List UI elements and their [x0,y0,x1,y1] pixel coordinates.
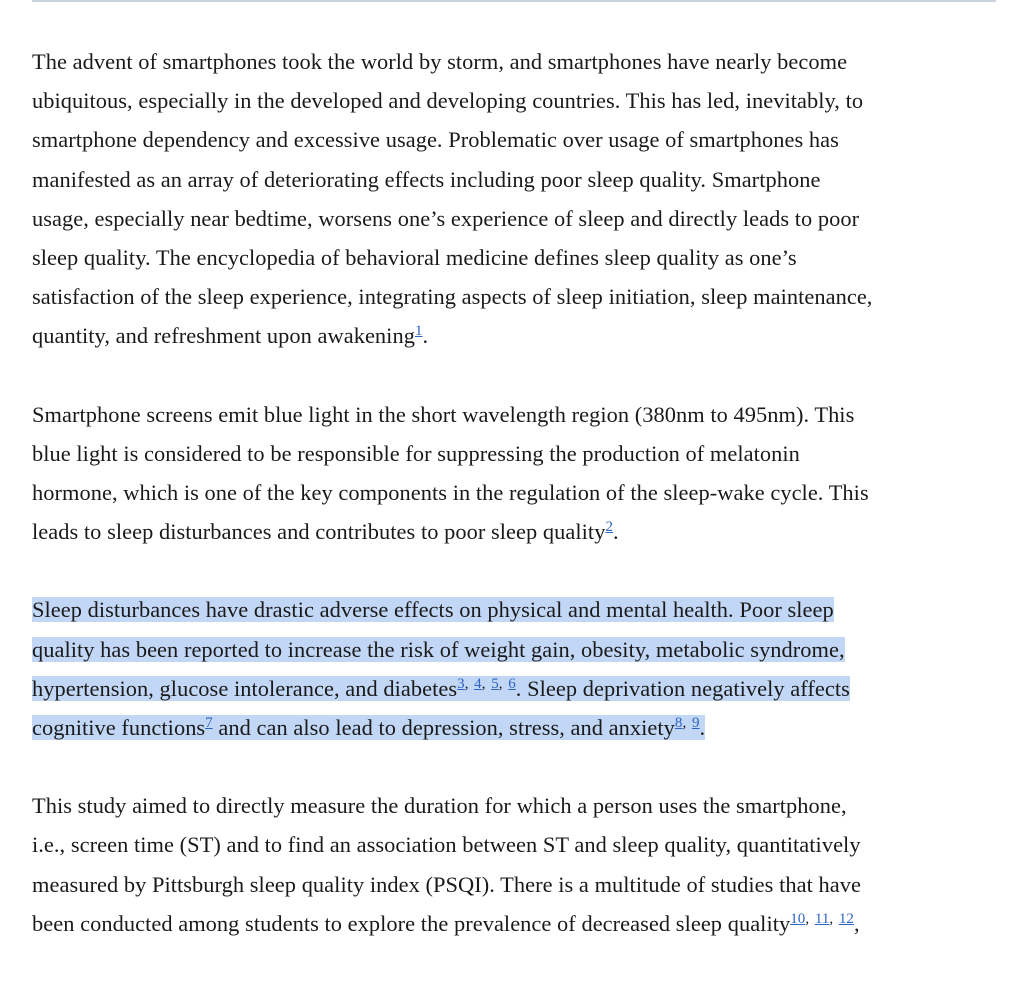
text-line: measured by Pittsburgh sleep quality index (PSQI). There is a multitude of studies that have [32,871,861,897]
citation-link-4[interactable]: 4 [474,675,482,692]
paragraph-study-aim [32,786,1000,943]
citation-link-2[interactable]: 2 [605,519,614,536]
citation-link-7[interactable]: 7 [205,715,213,732]
citation-separator: , [481,675,486,692]
article-body [32,42,1000,982]
citation-separator: , [498,675,503,692]
text-line [32,512,1000,551]
text-segment: . [699,715,706,741]
text-line [32,708,1000,747]
paragraph-selected-health-effects[interactable] [32,590,1000,747]
citation-link-12[interactable]: 12 [838,910,854,927]
text-line [32,904,1000,943]
text-segment: leads to sleep disturbances and contributes to poor sleep quality [32,519,606,545]
text-segment: . [422,323,429,349]
text-line: manifested as an array of deteriorating effects including poor sleep quality. Smartphone [32,166,821,192]
text-line: Smartphone screens emit blue light in the short wavelength region (380nm to 495nm). This [32,401,855,427]
text-segment: cognitive functions [32,715,206,741]
citation-link-9[interactable]: 9 [691,715,700,732]
selected-text: Sleep disturbances have drastic adverse effects on physical and mental health. Poor sleep [32,597,834,623]
citation-link-1[interactable]: 1 [414,323,423,340]
text-line [32,590,1000,629]
text-segment: . Sleep deprivation negatively affects [515,675,850,701]
selected-text [32,676,850,701]
citation-separator: , [829,910,834,927]
text-line: hormone, which is one of the key components in the regulation of the sleep-wake cycle. This [32,480,869,506]
text-line: satisfaction of the sleep experience, integrating aspects of sleep initiation, sleep maintenance, [32,284,873,310]
citation-separator: , [464,675,469,692]
text-line [32,316,1000,355]
citation-link-8[interactable]: 8 [674,715,683,732]
citation-separator: , [682,715,687,732]
text-line: ubiquitous, especially in the developed and developing countries. This has led, inevitably, to [32,88,864,114]
text-segment: and can also lead to depression, stress, and anxiety [212,715,675,741]
text-segment: quantity, and refreshment upon awakening [32,323,415,349]
text-line: This study aimed to directly measure the duration for which a person uses the smartphone, [32,793,847,819]
citation-link-10[interactable]: 10 [790,910,806,927]
text-segment: . [613,519,619,545]
paragraph-blue-light [32,395,1000,552]
text-line: smartphone dependency and excessive usage. Problematic over usage of smartphones has [32,127,839,153]
selected-text [32,715,705,740]
paragraph-intro [32,42,1000,356]
text-segment: been conducted among students to explore the prevalence of decreased sleep quality [32,910,791,936]
text-segment: , [853,910,860,936]
text-line: i.e., screen time (ST) and to find an association between ST and sleep quality, quantitatively [32,832,861,858]
text-line: sleep quality. The encyclopedia of behavioral medicine defines sleep quality as one’s [32,245,797,271]
selected-text: quality has been reported to increase the risk of weight gain, obesity, metabolic syndrome, [32,636,845,662]
text-line: The advent of smartphones took the world by storm, and smartphones have nearly become [32,49,848,74]
citation-link-3[interactable]: 3 [457,675,465,692]
citation-link-6[interactable]: 6 [508,675,516,692]
citation-link-11[interactable]: 11 [814,910,830,927]
top-divider [32,0,996,2]
text-line [32,669,1000,708]
text-segment: hypertension, glucose intolerance, and diabetes [32,675,458,701]
text-line [32,630,1000,669]
text-line: usage, especially near bedtime, worsens one’s experience of sleep and directly leads to poor [32,205,860,231]
citation-separator: , [805,910,810,927]
citation-link-5[interactable]: 5 [491,675,499,692]
text-line: blue light is considered to be responsible for suppressing the production of melatonin [32,440,800,466]
